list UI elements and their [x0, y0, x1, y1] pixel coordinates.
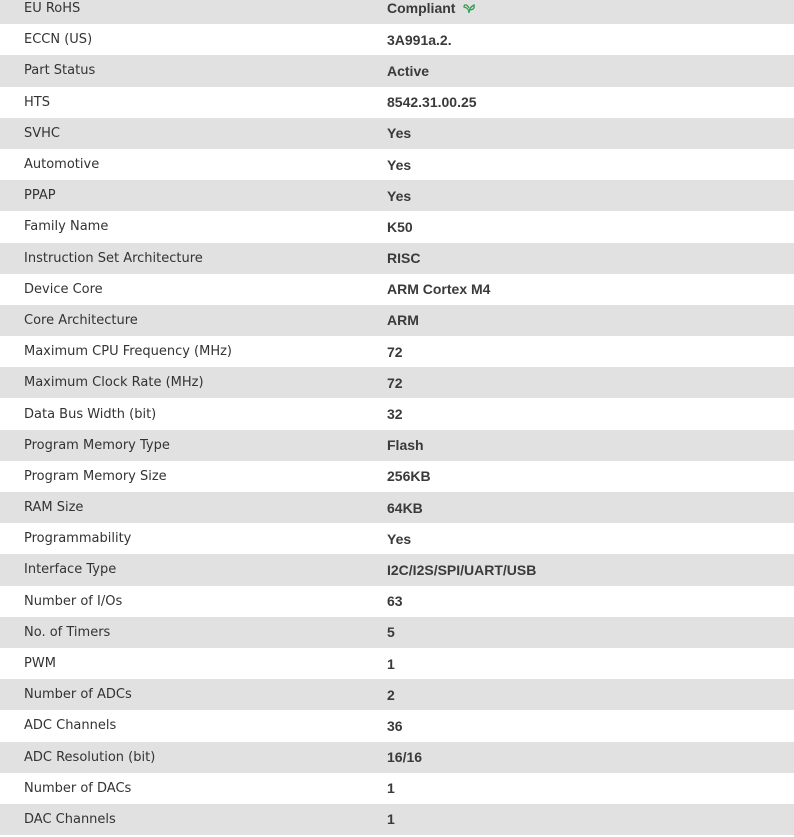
spec-label: Number of I/Os	[24, 593, 123, 609]
spec-value: Flash	[387, 437, 424, 454]
spec-label: HTS	[24, 94, 50, 110]
table-row	[0, 679, 794, 710]
spec-label: Number of DACs	[24, 780, 132, 796]
spec-label: Family Name	[24, 219, 109, 235]
spec-value: 36	[387, 717, 403, 734]
spec-label: EU RoHS	[24, 1, 81, 17]
spec-value: 64KB	[387, 499, 423, 516]
table-row	[0, 773, 794, 804]
spec-label: DAC Channels	[24, 811, 116, 827]
spec-label: ADC Channels	[24, 718, 117, 734]
spec-value: 2	[387, 686, 395, 703]
spec-label: SVHC	[24, 125, 60, 141]
table-row	[0, 211, 794, 242]
spec-value: Yes	[387, 187, 412, 204]
table-row	[0, 24, 794, 55]
spec-label: Core Architecture	[24, 312, 138, 328]
spec-label: ECCN (US)	[24, 32, 93, 48]
spec-value: Yes	[387, 125, 412, 142]
table-row	[0, 586, 794, 617]
spec-value: 1	[387, 780, 395, 797]
spec-label: RAM Size	[24, 500, 84, 516]
spec-value-cell	[387, 0, 794, 24]
spec-value: K50	[387, 218, 413, 235]
table-row	[0, 367, 794, 398]
spec-label: Data Bus Width (bit)	[24, 406, 157, 422]
table-row	[0, 87, 794, 118]
table-row	[0, 523, 794, 554]
spec-value: Yes	[387, 530, 412, 547]
spec-value: 16/16	[387, 749, 423, 766]
spec-value: 8542.31.00.25	[387, 94, 477, 111]
spec-value: 3A991a.2.	[387, 31, 452, 48]
spec-value: Active	[387, 62, 430, 79]
spec-value: Yes	[387, 156, 412, 173]
table-row	[0, 398, 794, 429]
spec-label: Device Core	[24, 281, 103, 297]
spec-label: PPAP	[24, 188, 56, 204]
spec-label: Interface Type	[24, 562, 117, 578]
table-row	[0, 492, 794, 523]
table-row	[0, 336, 794, 367]
spec-value: I2C/I2S/SPI/UART/USB	[387, 561, 537, 578]
leaf-icon	[462, 1, 476, 17]
table-row	[0, 243, 794, 274]
spec-label: Maximum Clock Rate (MHz)	[24, 375, 204, 391]
spec-label: Number of ADCs	[24, 687, 132, 703]
spec-label: Instruction Set Architecture	[24, 250, 203, 266]
spec-value: RISC	[387, 250, 421, 267]
table-row	[0, 617, 794, 648]
spec-label: Program Memory Type	[24, 437, 170, 453]
spec-value: 1	[387, 655, 395, 672]
spec-value: 32	[387, 406, 403, 423]
spec-label: Program Memory Size	[24, 468, 167, 484]
spec-label: Part Status	[24, 63, 96, 79]
table-row	[0, 0, 794, 24]
spec-value: 1	[387, 811, 395, 828]
table-row	[0, 55, 794, 86]
spec-value: 72	[387, 374, 403, 391]
spec-value: ARM	[387, 312, 419, 329]
table-row	[0, 430, 794, 461]
table-row	[0, 648, 794, 679]
spec-label: No. of Timers	[24, 624, 111, 640]
spec-label: PWM	[24, 656, 56, 672]
spec-value: Compliant	[387, 0, 456, 17]
spec-label: Programmability	[24, 531, 132, 547]
table-row	[0, 742, 794, 773]
table-row	[0, 710, 794, 741]
spec-label: ADC Resolution (bit)	[24, 749, 156, 765]
spec-value: 256KB	[387, 468, 431, 485]
spec-value: 5	[387, 624, 395, 641]
table-row	[0, 274, 794, 305]
spec-label: Maximum CPU Frequency (MHz)	[24, 344, 232, 360]
spec-value: 63	[387, 593, 403, 610]
table-row	[0, 180, 794, 211]
spec-label: Automotive	[24, 157, 100, 173]
table-row	[0, 461, 794, 492]
table-row	[0, 118, 794, 149]
table-row	[0, 305, 794, 336]
table-row	[0, 554, 794, 585]
spec-value: ARM Cortex M4	[387, 281, 491, 298]
spec-value: 72	[387, 343, 403, 360]
table-row	[0, 149, 794, 180]
table-row	[0, 804, 794, 835]
